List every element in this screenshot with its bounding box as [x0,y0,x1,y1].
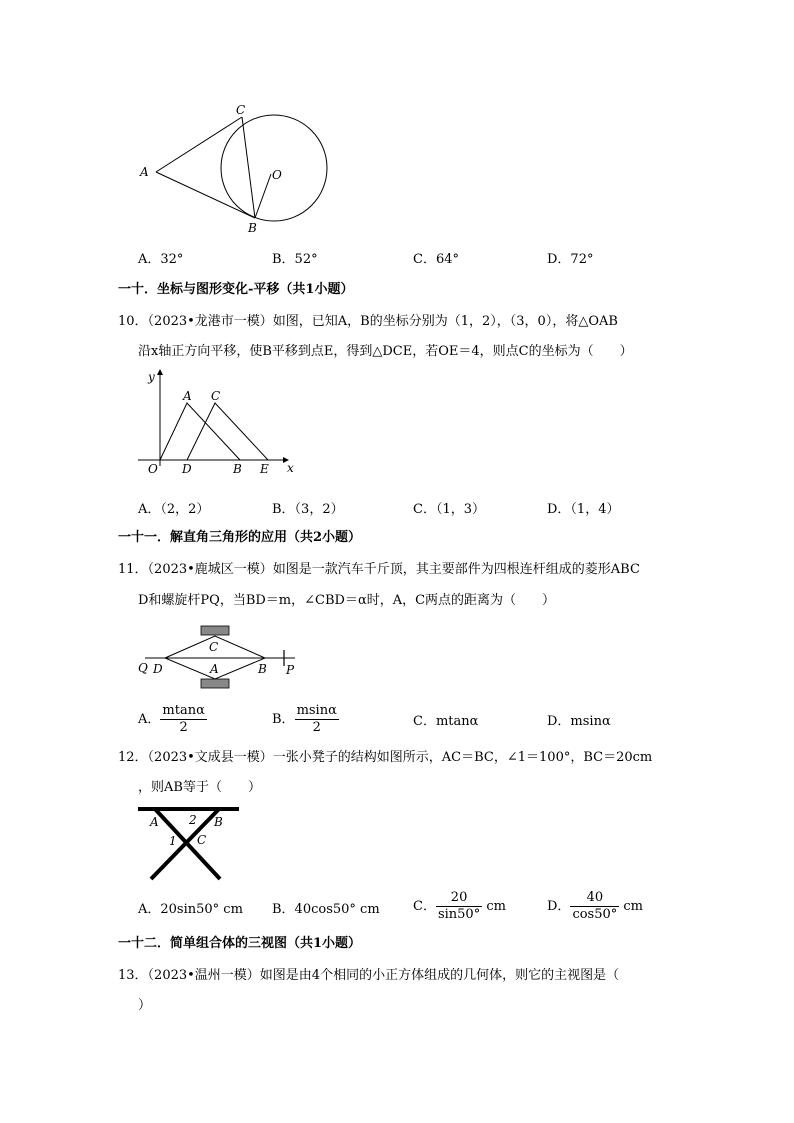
q11-figure [135,622,305,692]
q9-label-b: B [248,221,257,235]
q10-label-y: y [148,370,155,384]
q12-line2: ，则AB等于（ ） [138,780,261,795]
q11-line1: 11．（2023•鹿城区一模）如图是一款汽车千斤顶，其主要部件为四根连杆组成的菱形ABC [118,562,640,577]
q12-label-b: B [214,815,223,829]
q13-line1: 13．（2023•温州一模）如图是由4个相同的小正方体组成的几何体，则它的主视图是（ [118,968,620,983]
q10-figure [130,366,305,478]
q12-label-1: 1 [169,834,177,848]
q9-option-c: C．64° [413,252,459,267]
q9-figure [130,98,340,238]
q10-option-c: C．（1，3） [413,502,485,517]
q9-label-a: A [140,165,149,179]
q10-label-c: C [211,389,221,403]
section-title-10: 一十．坐标与图形变化-平移（共1小题） [118,282,354,297]
q9-tangent-ac [156,117,242,172]
q13-line2: ） [138,998,152,1013]
q11-label-a: A [210,662,219,676]
section-title-12: 一十二．简单组合体的三视图（共1小题） [118,936,362,951]
q10-label-o: O [148,462,158,476]
q9-chord-cb [242,117,255,218]
q12-figure [135,803,245,883]
q10-line2: 沿x轴正方向平移，使B平移到点E，得到△DCE，若OE＝4，则点C的坐标为（ ） [138,344,633,359]
q9-option-a: A．32° [138,252,184,267]
q11-top-pad [201,626,229,635]
q10-option-d: D．（1，4） [547,502,620,517]
q10-triangle-dce [187,403,268,460]
q12-option-d: D． $\frac{40}{\cos 50^\circ}$ cm [547,890,644,922]
q11-label-b: B [258,662,267,676]
q10-label-e: E [260,462,269,476]
q11-option-c: C．mtanα [413,714,479,729]
q11-option-b: B． $\frac{msin\alpha}{2}$ [272,703,337,735]
q11-label-q: Q [138,661,148,675]
q11-label-c: C [209,640,219,654]
q11-bottom-pad [201,679,229,688]
q12-label-c: C [197,833,207,847]
q12-label-a: A [150,815,159,829]
q10-label-d: D [182,462,192,476]
q10-label-b: B [233,462,242,476]
q11-option-a: A． $\frac{mtan\alpha}{2}$ [138,703,205,735]
q9-tangent-ab [156,172,255,218]
q10-option-b: B．（3，2） [272,502,344,517]
section-title-11: 一十一．解直角三角形的应用（共2小题） [118,530,362,545]
q10-triangle-oab [160,403,240,460]
q12-option-c: C． $\frac{20}{\sin 50^\circ}$ cm [413,890,506,922]
q9-label-c: C [236,103,246,117]
q11-label-d: D [153,662,163,676]
q11-label-p: P [286,663,295,677]
q11-line2: D和螺旋杆PQ，当BD＝m，∠CBD＝α时，A，C两点的距离为（ ） [138,593,556,608]
q9-option-d: D．72° [547,252,594,267]
q9-radius-ob [255,174,271,218]
q10-label-a: A [183,389,192,403]
q9-option-b: B．52° [272,252,318,267]
q12-option-b: B．40cos50° cm [272,902,380,917]
q12-line1: 12．（2023•文成县一模）一张小凳子的结构如图所示，AC＝BC，∠1＝100°，BC＝20cm [118,750,653,765]
q9-label-o: O [272,168,282,182]
q10-label-x: x [287,461,294,475]
q10-option-a: A．（2，2） [138,502,210,517]
q11-option-d: D．msinα [547,714,611,729]
q12-option-a: A．20sin50° cm [138,902,243,917]
q10-line1: 10．（2023•龙港市一模）如图，已知A，B的坐标分别为（1，2），（3，0），将△OAB [118,314,618,329]
q12-label-2: 2 [189,813,197,827]
